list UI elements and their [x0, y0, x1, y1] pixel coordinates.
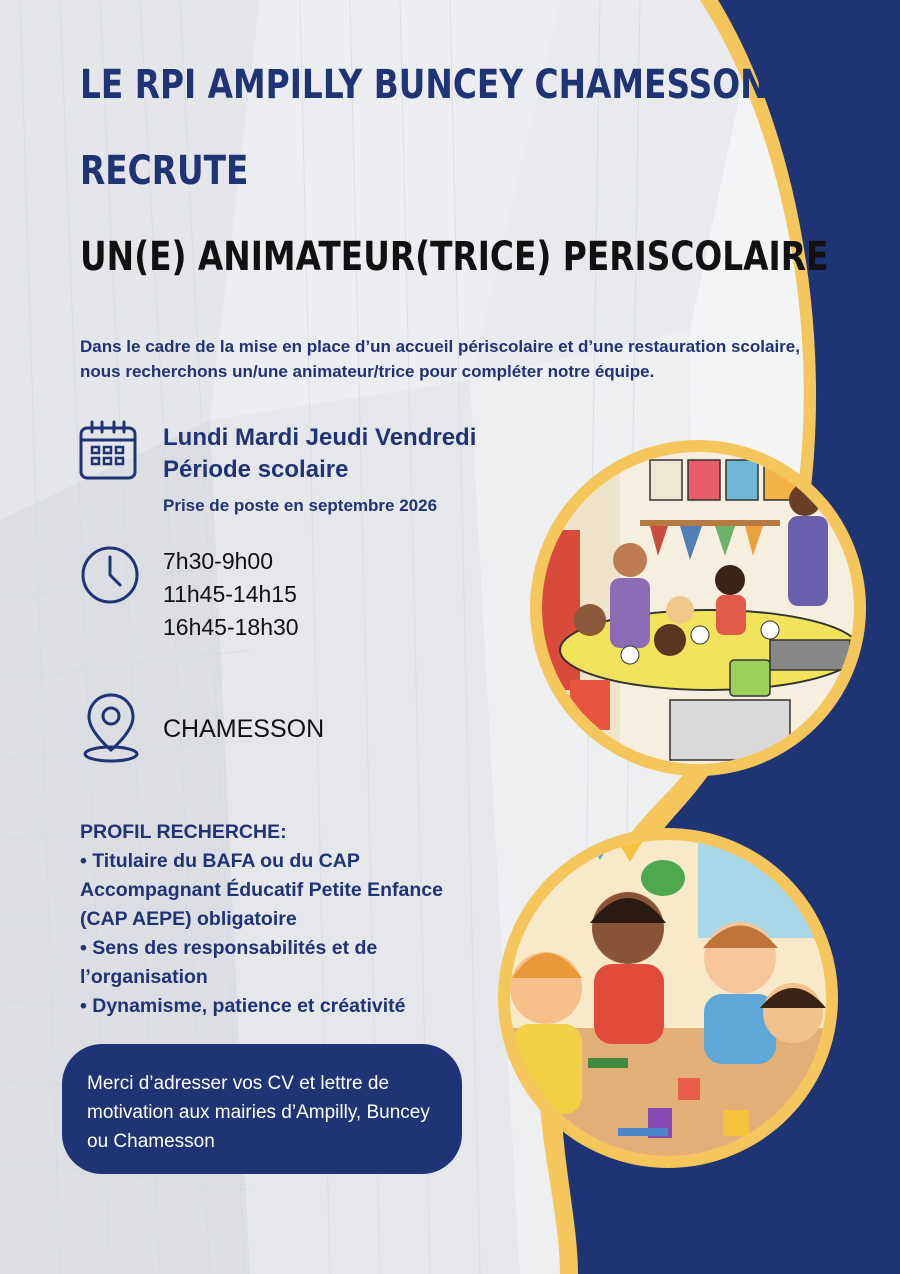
title-line-2: RECRUTE [80, 148, 249, 194]
clock-icon [80, 545, 140, 605]
profile-item: • Titulaire du BAFA ou du CAP Accompagnant Éducatif Petite Enfance (CAP AEPE) obligatoire [80, 850, 443, 930]
title-line-1: LE RPI AMPILLY BUNCEY CHAMESSON [80, 62, 768, 108]
profile-item: • Dynamisme, patience et créativité [80, 995, 406, 1017]
location-pin-icon [80, 692, 142, 764]
craft-illustration [498, 828, 838, 1168]
hours-slot: 11h45-14h15 [163, 581, 297, 607]
location-text: CHAMESSON [163, 715, 325, 743]
profile-item: • Sens des responsabilités et de l’organisation [80, 937, 378, 988]
profile-section [80, 818, 480, 1021]
hours-list [163, 545, 299, 644]
intro-text: Dans le cadre de la mise en place d’un accueil périscolaire et d’une restauration scolaire, nous recherchons un/une animateur/trice pour compléter notre équipe. [80, 337, 800, 381]
contact-text: Merci d’adresser vos CV et lettre de motivation aux mairies d’Ampilly, Buncey ou Chamesson [87, 1073, 430, 1152]
schedule-period: Période scolaire [163, 456, 349, 483]
schedule-days [163, 422, 476, 486]
contact-box [62, 1044, 462, 1174]
hours-slot: 16h45-18h30 [163, 614, 299, 640]
title-line-3: UN(E) ANIMATEUR(TRICE) PERISCOLAIRE [80, 234, 829, 280]
hours-slot: 7h30-9h00 [163, 548, 273, 574]
profile-heading: PROFIL RECHERCHE: [80, 821, 287, 843]
schedule-days-text: Lundi Mardi Jeudi Vendredi [163, 424, 477, 451]
start-date: Prise de poste en septembre 2026 [163, 496, 438, 515]
canteen-illustration [530, 440, 866, 776]
calendar-icon [78, 420, 138, 482]
